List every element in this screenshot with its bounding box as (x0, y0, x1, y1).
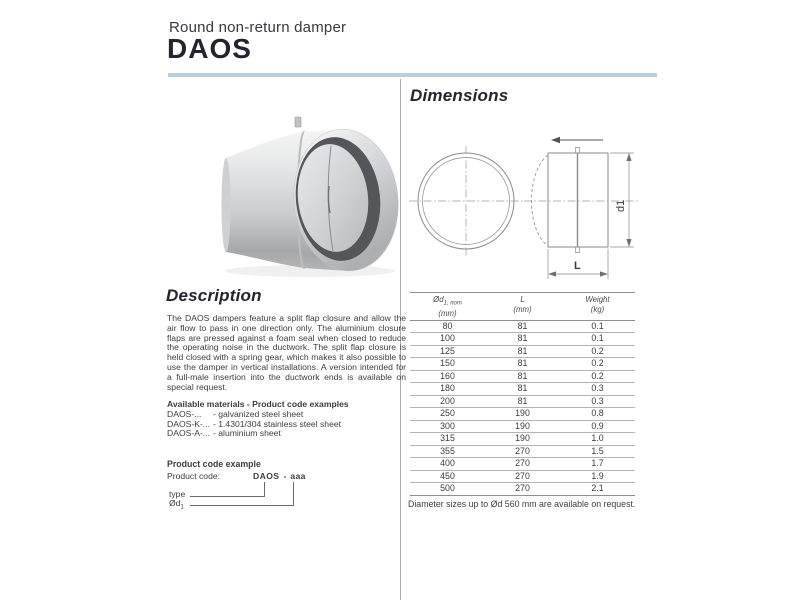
table-row (410, 345, 635, 358)
table-cell: 0.2 (560, 358, 635, 371)
table-cell: 0.9 (560, 420, 635, 433)
code-connector-type-vertical (264, 482, 265, 497)
table-cell: 1.5 (560, 445, 635, 458)
table-cell: 355 (410, 445, 485, 458)
table-cell: 0.1 (560, 333, 635, 346)
table-cell: 1.7 (560, 458, 635, 471)
table-cell: 450 (410, 470, 485, 483)
table-cell: 0.2 (560, 370, 635, 383)
description-heading: Description (166, 286, 262, 305)
table-cell: 190 (485, 408, 560, 421)
table-row (410, 383, 635, 396)
table-row (410, 358, 635, 371)
material-item (167, 429, 406, 438)
table-row (410, 420, 635, 433)
table-cell: 81 (485, 345, 560, 358)
table-cell: 80 (410, 320, 485, 333)
product-code-heading: Product code example (167, 459, 261, 469)
page-title: DAOS (167, 33, 252, 64)
table-cell: 270 (485, 470, 560, 483)
table-header-row (410, 293, 635, 321)
code-diameter-label (169, 498, 184, 511)
code-diameter-symbol: Ød (169, 498, 181, 508)
table-row (410, 433, 635, 446)
table-cell: 125 (410, 345, 485, 358)
table-row (410, 483, 635, 496)
table-cell: 81 (485, 320, 560, 333)
header-accent-rule (168, 73, 657, 77)
table-cell: 150 (410, 358, 485, 371)
table-cell: 400 (410, 458, 485, 471)
table-cell: 1.0 (560, 433, 635, 446)
material-code: DAOS-K-... (167, 418, 210, 429)
table-row (410, 320, 635, 333)
table-cell: 270 (485, 458, 560, 471)
table-cell: 190 (485, 433, 560, 446)
diagram-d1-label: d1 (615, 199, 627, 212)
code-connector-diameter-horizontal (190, 505, 294, 506)
product-photo (200, 105, 405, 280)
product-code-dash: - (283, 471, 287, 481)
table-row (410, 408, 635, 421)
product-code-line (167, 471, 406, 481)
table-row (410, 395, 635, 408)
code-diameter-subscript: 1 (180, 504, 184, 511)
table-cell: 81 (485, 370, 560, 383)
dimensions-table (410, 292, 635, 496)
table-cell: 180 (410, 383, 485, 396)
table-cell: 81 (485, 333, 560, 346)
table-row (410, 333, 635, 346)
description-paragraph: The DAOS dampers feature a split flap closure and allow the air flow to pass in one direction only. The aluminium closure flaps are pressed against a foam seal when closed to reduce the operating noise in the ductwork. The split flap closure is held closed with a spring gear, which makes it also possible to use the damper in vertical installations. A version intended for a full-male insertion into the ductwork ends is available on special request. (167, 313, 406, 392)
product-code-label: Product code: (167, 471, 221, 481)
availability-note: Diameter sizes up to Ød 560 mm are available on request. (408, 499, 636, 509)
dimensions-table-body (410, 320, 635, 495)
table-cell: 81 (485, 383, 560, 396)
table-cell: 200 (410, 395, 485, 408)
table-row (410, 470, 635, 483)
table-cell: 81 (485, 395, 560, 408)
table-cell: 315 (410, 433, 485, 446)
table-row (410, 445, 635, 458)
material-description: - aluminium sheet (213, 428, 281, 439)
table-cell: 2.1 (560, 483, 635, 496)
col1-unit: (mm) (438, 309, 457, 319)
col1-subscript: 1, nom (443, 300, 462, 307)
diagram-L-label: L (574, 260, 581, 272)
col3-symbol: Weight (585, 295, 610, 304)
table-cell: 270 (485, 445, 560, 458)
material-code: DAOS-... (167, 409, 202, 420)
product-code-value-suffix: aaa (290, 471, 306, 481)
code-connector-diameter-vertical (293, 482, 294, 506)
column-header-diameter (410, 293, 485, 321)
table-cell: 0.3 (560, 383, 635, 396)
code-type-label: type (169, 489, 186, 499)
table-cell: 250 (410, 408, 485, 421)
col2-symbol: L (520, 295, 525, 304)
column-header-weight (560, 293, 635, 321)
page-subtitle: Round non-return damper (169, 19, 347, 36)
table-cell: 0.2 (560, 345, 635, 358)
table-cell: 100 (410, 333, 485, 346)
column-header-length (485, 293, 560, 321)
materials-section (167, 400, 406, 439)
table-cell: 160 (410, 370, 485, 383)
table-row (410, 370, 635, 383)
dimensions-heading: Dimensions (410, 86, 509, 105)
table-cell: 1.9 (560, 470, 635, 483)
table-cell: 300 (410, 420, 485, 433)
table-cell: 190 (485, 420, 560, 433)
materials-list (167, 410, 406, 438)
table-cell: 81 (485, 358, 560, 371)
materials-heading: Available materials - Product code examples (167, 399, 349, 409)
material-description: - 1.4301/304 stainless steel sheet (213, 418, 342, 429)
table-cell: 0.8 (560, 408, 635, 421)
col2-unit: (mm) (513, 304, 532, 314)
code-connector-type-horizontal (190, 496, 265, 497)
table-row (410, 458, 635, 471)
product-code-value-main: DAOS (253, 471, 280, 481)
table-cell: 500 (410, 483, 485, 496)
material-description: - galvanized steel sheet (213, 409, 304, 420)
table-cell: 270 (485, 483, 560, 496)
material-code: DAOS-A-... (167, 428, 210, 439)
dimensions-drawing (400, 105, 660, 290)
table-cell: 0.3 (560, 395, 635, 408)
col3-unit: (kg) (590, 304, 605, 314)
table-cell: 0.1 (560, 320, 635, 333)
col1-symbol: Ød (433, 295, 444, 304)
